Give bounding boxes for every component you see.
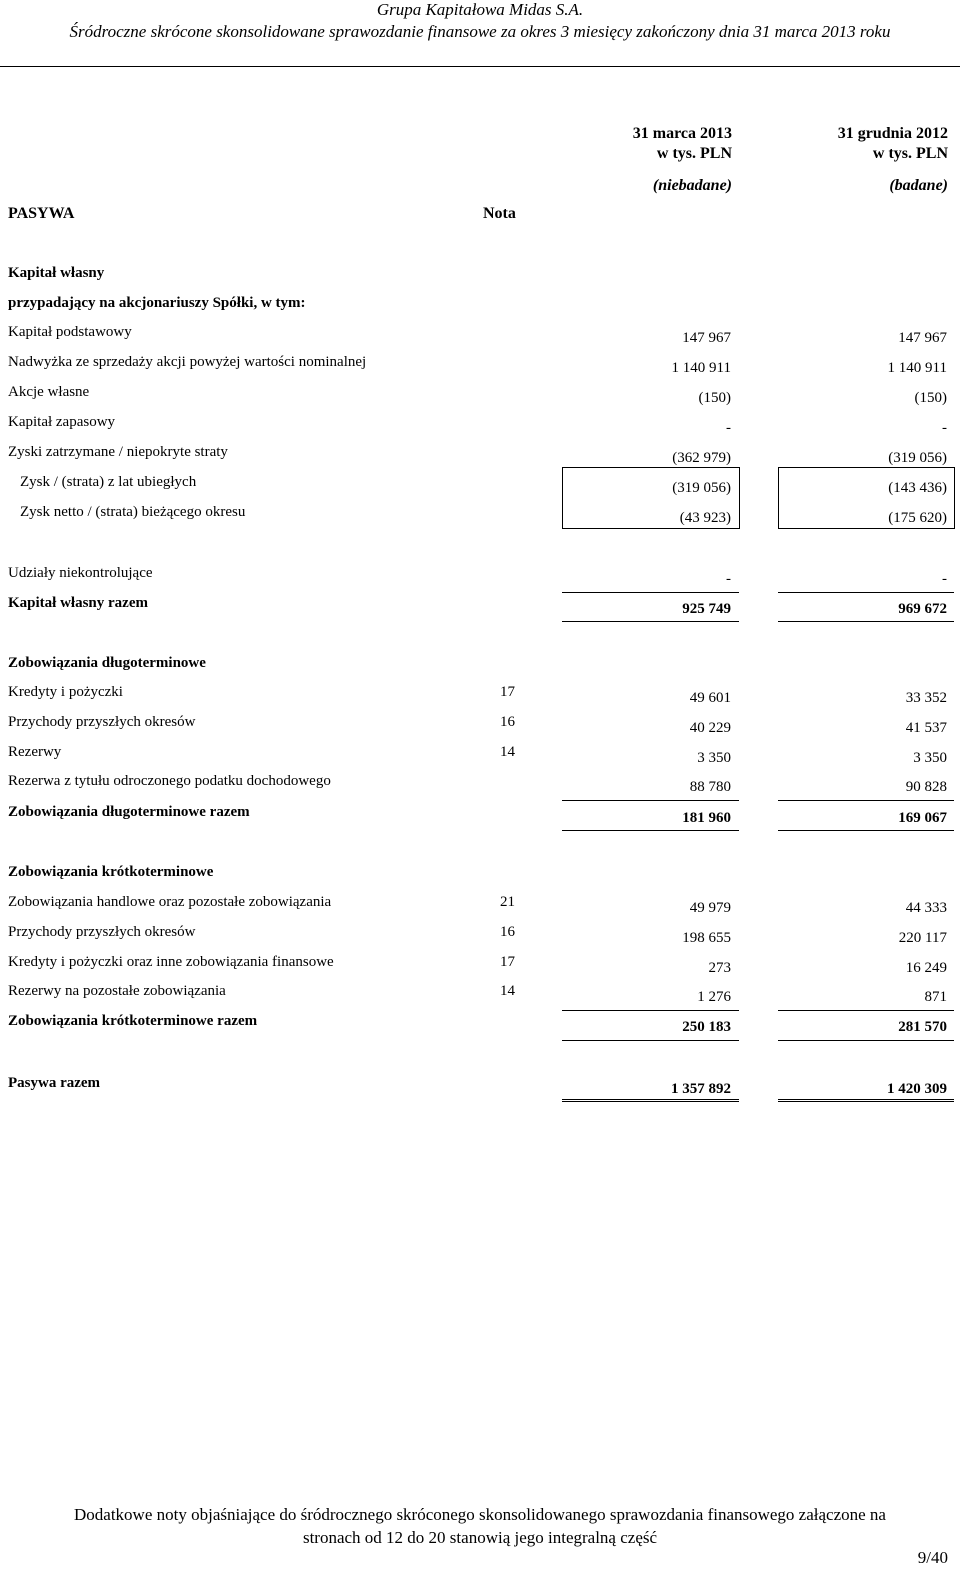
row-label: Udziały niekontrolujące — [8, 565, 153, 581]
value-2013: 1 140 911 — [671, 360, 731, 376]
underline — [562, 800, 739, 801]
report-subtitle: Śródroczne skrócone skonsolidowane sprawozdanie finansowe za okres 3 miesięcy zakończony dnia 31 marca 2013 roku — [69, 22, 891, 41]
value-2012: 44 333 — [905, 900, 947, 916]
table-row — [0, 655, 960, 679]
value-2012: 220 117 — [898, 930, 947, 946]
value-2013: - — [726, 420, 731, 436]
row-label: Zyski zatrzymane / niepokryte straty — [8, 444, 228, 460]
col2-status: (badane) — [889, 177, 948, 194]
table-row — [0, 894, 960, 918]
row-label: Zysk / (strata) z lat ubiegłych — [20, 474, 197, 490]
footer-line-2: stronach od 12 do 20 stanowią jego integralną część — [302, 1528, 658, 1547]
table-row — [0, 714, 960, 738]
row-label: Kredyty i pożyczki oraz inne zobowiązania finansowe — [8, 954, 334, 970]
value-2013: 147 967 — [682, 330, 731, 346]
table-row — [0, 954, 960, 978]
value-2013: 49 979 — [689, 900, 731, 916]
underline — [778, 621, 954, 622]
value-2013: - — [726, 571, 731, 587]
double-underline — [562, 1099, 739, 1102]
footer-line-1: Dodatkowe noty objaśniające do śródrocznego skróconego skonsolidowanego sprawozdania finansowego załączone na — [74, 1505, 886, 1524]
table-row — [0, 504, 960, 528]
table-row — [0, 773, 960, 797]
value-2012: 969 672 — [898, 601, 947, 617]
value-2012: 33 352 — [905, 690, 947, 706]
underline — [778, 800, 954, 801]
value-2013: 1 276 — [697, 989, 731, 1005]
row-label: Zobowiązania handlowe oraz pozostałe zobowiązania — [8, 894, 332, 910]
column-header-2013 — [552, 124, 732, 196]
note-ref: 16 — [500, 924, 515, 940]
underline — [778, 1010, 954, 1011]
section-label: PASYWA — [8, 205, 75, 222]
page-number: 9/40 — [917, 1548, 948, 1567]
value-2012: 1 140 911 — [887, 360, 947, 376]
value-2013: 49 601 — [689, 690, 731, 706]
table-row — [0, 265, 960, 289]
value-2012: - — [942, 420, 947, 436]
row-label: Zobowiązania krótkoterminowe — [8, 864, 214, 880]
value-2012: (175 620) — [888, 510, 947, 526]
underline — [778, 592, 954, 593]
row-label: Kapitał podstawowy — [8, 324, 132, 340]
row-label: Rezerwa z tytułu odroczonego podatku dochodowego — [8, 773, 331, 789]
row-label: przypadający na akcjonariuszy Spółki, w tym: — [8, 295, 306, 311]
underline — [562, 1040, 739, 1041]
row-label: Zobowiązania długoterminowe — [8, 655, 206, 671]
value-2013: 198 655 — [682, 930, 731, 946]
table-row — [0, 804, 960, 828]
table-row — [0, 565, 960, 589]
value-2012: 90 828 — [905, 779, 947, 795]
table-row — [0, 864, 960, 888]
row-label: Akcje własne — [8, 384, 90, 400]
row-label: Zysk netto / (strata) bieżącego okresu — [20, 504, 246, 520]
underline — [562, 592, 739, 593]
value-2013: 88 780 — [689, 779, 731, 795]
table-row — [0, 983, 960, 1007]
value-2013: (362 979) — [672, 450, 731, 466]
table-row — [0, 744, 960, 768]
row-label: Pasywa razem — [8, 1075, 101, 1091]
row-label: Kapitał własny razem — [8, 595, 148, 611]
value-2013: 1 357 892 — [671, 1081, 731, 1097]
row-label: Nadwyżka ze sprzedaży akcji powyżej wartości nominalnej — [8, 354, 367, 370]
table-row — [0, 474, 960, 498]
note-column-label: Nota — [483, 205, 516, 222]
row-label: Przychody przyszłych okresów — [8, 924, 196, 940]
value-2012: - — [942, 571, 947, 587]
value-2012: 871 — [924, 989, 947, 1005]
col2-unit: w tys. PLN — [872, 145, 948, 162]
value-2013: 273 — [708, 960, 731, 976]
double-underline — [778, 1099, 954, 1102]
table-row — [0, 684, 960, 708]
value-2013: (43 923) — [679, 510, 731, 526]
col1-date: 31 marca 2013 — [632, 125, 732, 142]
value-2012: 147 967 — [898, 330, 947, 346]
value-2012: (143 436) — [888, 480, 947, 496]
value-2013: (319 056) — [672, 480, 731, 496]
table-row — [0, 1013, 960, 1037]
row-label: Kapitał zapasowy — [8, 414, 116, 430]
company-title: Grupa Kapitałowa Midas S.A. — [376, 0, 584, 19]
value-2013: (150) — [698, 390, 731, 406]
note-ref: 16 — [500, 714, 515, 730]
value-2013: 181 960 — [682, 810, 731, 826]
table-row — [0, 324, 960, 348]
row-label: Kredyty i pożyczki — [8, 684, 123, 700]
table-row — [0, 924, 960, 948]
col1-status: (niebadane) — [652, 177, 732, 194]
footer-note — [0, 1503, 960, 1549]
col1-unit: w tys. PLN — [656, 145, 732, 162]
underline — [562, 1010, 739, 1011]
note-ref: 17 — [500, 954, 515, 970]
note-ref: 17 — [500, 684, 515, 700]
row-label: Zobowiązania krótkoterminowe razem — [8, 1013, 258, 1029]
table-row — [0, 1075, 960, 1099]
value-2012: 169 067 — [898, 810, 947, 826]
value-2013: 250 183 — [682, 1019, 731, 1035]
value-2012: 281 570 — [898, 1019, 947, 1035]
underline — [562, 830, 739, 831]
table-row — [0, 444, 960, 468]
table-row — [0, 384, 960, 408]
value-2012: 16 249 — [905, 960, 947, 976]
row-label: Przychody przyszłych okresów — [8, 714, 196, 730]
row-label: Rezerwy na pozostałe zobowiązania — [8, 983, 226, 999]
header-divider — [0, 66, 960, 67]
value-2012: (319 056) — [888, 450, 947, 466]
value-2012: 3 350 — [913, 750, 947, 766]
table-row — [0, 354, 960, 378]
underline — [778, 1040, 954, 1041]
value-2012: 41 537 — [905, 720, 947, 736]
note-ref: 14 — [500, 744, 515, 760]
column-header-2012 — [768, 124, 948, 196]
row-label: Kapitał własny — [8, 265, 105, 281]
note-ref: 14 — [500, 983, 515, 999]
value-2013: 3 350 — [697, 750, 731, 766]
underline — [778, 830, 954, 831]
col2-date: 31 grudnia 2012 — [837, 125, 948, 142]
value-2012: 1 420 309 — [887, 1081, 947, 1097]
value-2013: 40 229 — [689, 720, 731, 736]
value-2013: 925 749 — [682, 601, 731, 617]
table-row — [0, 295, 960, 319]
value-2012: (150) — [914, 390, 947, 406]
underline — [562, 621, 739, 622]
table-row — [0, 595, 960, 619]
table-row — [0, 414, 960, 438]
row-label: Zobowiązania długoterminowe razem — [8, 804, 250, 820]
row-label: Rezerwy — [8, 744, 62, 760]
note-ref: 21 — [500, 894, 515, 910]
